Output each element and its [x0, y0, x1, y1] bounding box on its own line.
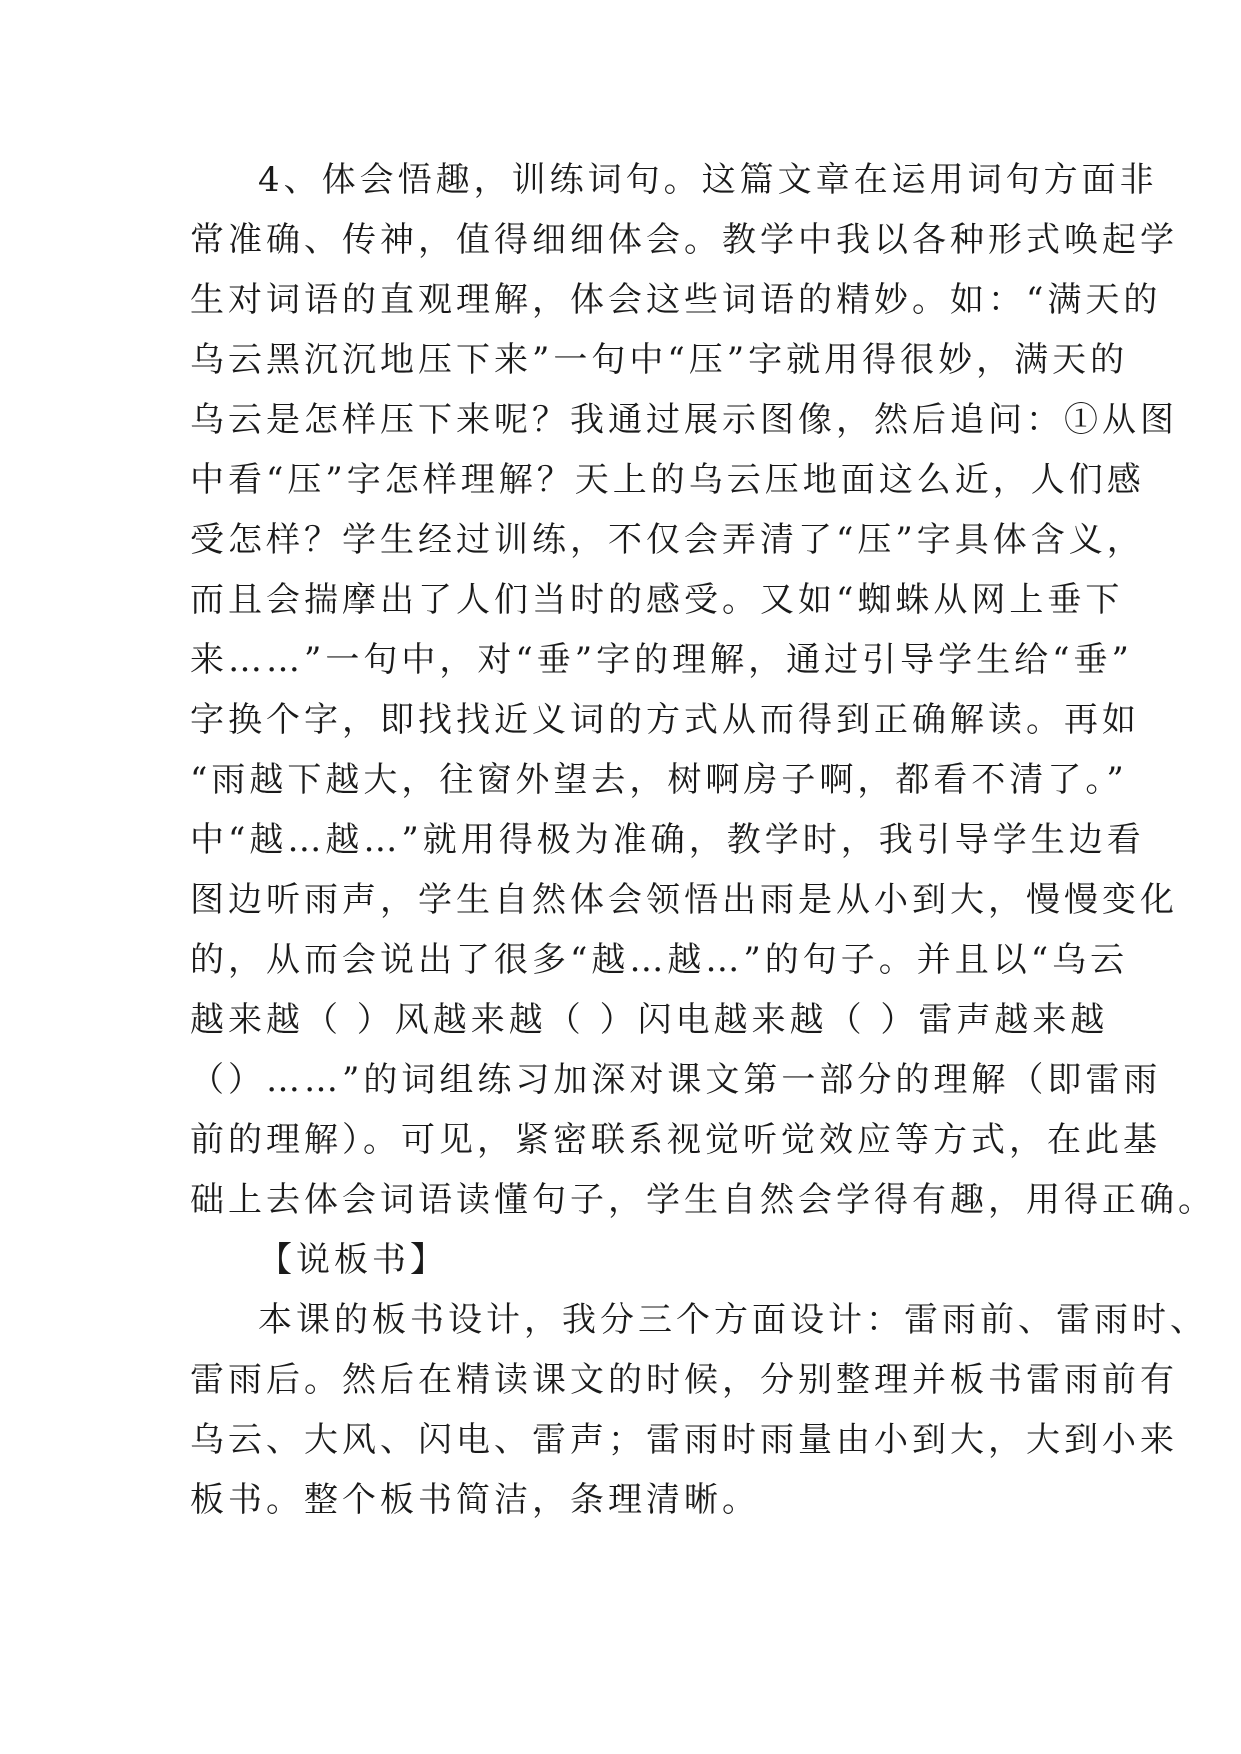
text-line: 乌云、大风、闪电、雷声；雷雨时雨量由小到大，大到小来	[190, 1420, 1178, 1460]
text-line: 字换个字，即找找近义词的方式从而得到正确解读。再如	[190, 700, 1140, 740]
text-line: 础上去体会词语读懂句子，学生自然会学得有趣，用得正确。	[190, 1180, 1216, 1220]
text-line: 常准确、传神，值得细细体会。教学中我以各种形式唤起学	[190, 220, 1178, 260]
paragraph-blackboard-design	[190, 1290, 1208, 1530]
text-line: “雨越下越大，往窗外望去，树啊房子啊，都看不清了。”	[190, 760, 1128, 800]
text-line: 中看“压”字怎样理解？天上的乌云压地面这么近，人们感	[190, 460, 1145, 500]
text-line: 雷雨后。然后在精读课文的时候，分别整理并板书雷雨前有	[190, 1360, 1178, 1400]
text-line: 乌云是怎样压下来呢？我通过展示图像，然后追问：①从图	[190, 400, 1178, 440]
text-line: 本课的板书设计，我分三个方面设计：雷雨前、雷雨时、	[258, 1300, 1208, 1340]
text-line: 生对词语的直观理解，体会这些词语的精妙。如：“满天的	[190, 280, 1162, 320]
text-line: （）……”的词组练习加深对课文第一部分的理解（即雷雨	[190, 1060, 1162, 1100]
paragraph-word-training	[190, 150, 1216, 1230]
text-line: 图边听雨声，学生自然体会领悟出雨是从小到大，慢慢变化	[190, 880, 1178, 920]
text-line: 越来越（ ）风越来越（ ）闪电越来越（ ）雷声越来越	[190, 1000, 1109, 1040]
text-line: 来……”一句中，对“垂”字的理解，通过引导学生给“垂”	[190, 640, 1133, 680]
text-line: 而且会揣摩出了人们当时的感受。又如“蜘蛛从网上垂下	[190, 580, 1124, 620]
text-line: 4、体会悟趣，训练词句。这篇文章在运用词句方面非	[258, 160, 1158, 200]
text-line: 板书。整个板书简洁，条理清晰。	[190, 1480, 760, 1520]
text-line: 前的理解）。可见，紧密联系视觉听觉效应等方式，在此基	[190, 1120, 1161, 1160]
section-heading: 【说板书】	[258, 1240, 448, 1280]
text-line: 乌云黑沉沉地压下来”一句中“压”字就用得很妙，满天的	[190, 340, 1129, 380]
document-body	[190, 150, 1216, 1530]
text-line: 的，从而会说出了很多“越…越…”的句子。并且以“乌云	[190, 940, 1129, 980]
text-line: 受怎样？学生经过训练，不仅会弄清了“压”字具体含义，	[190, 520, 1145, 560]
text-line: 中“越…越…”就用得极为准确，教学时，我引导学生边看	[190, 820, 1145, 860]
